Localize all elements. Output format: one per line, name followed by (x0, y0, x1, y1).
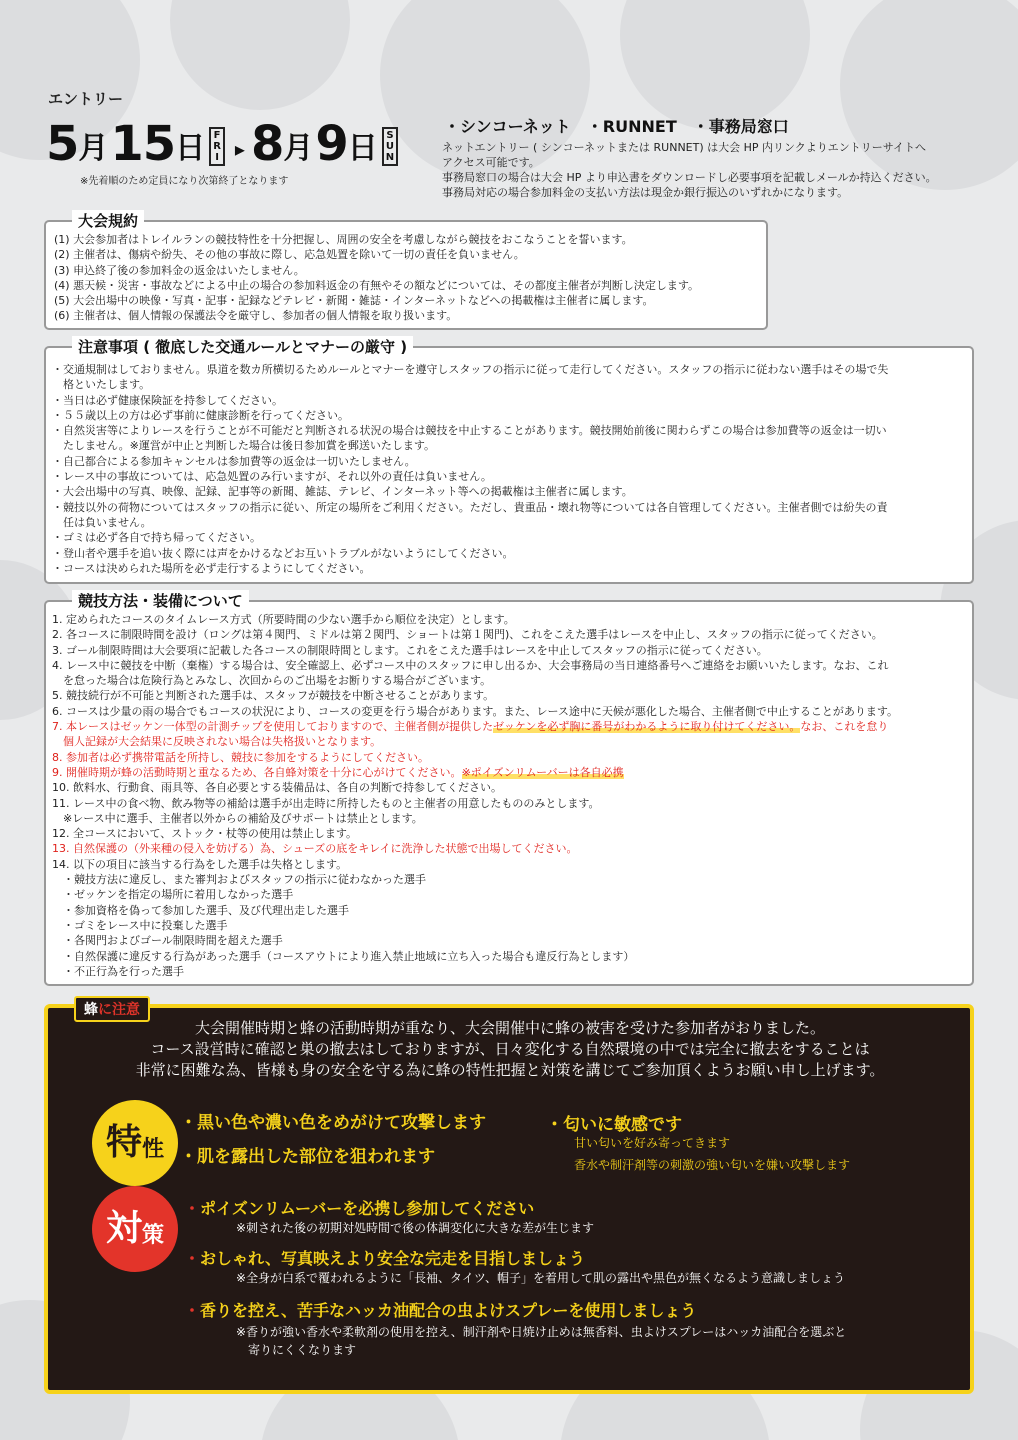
day-unit: 日 (347, 131, 378, 166)
method-item-8: 8. 参加者は必ず携帯電話を所持し、競技に参加をするようにしてください。 (52, 750, 429, 764)
method-title: 競技方法・装備について (72, 590, 249, 611)
method-item-7-cont: 個人記録が大会結果に反映されない場合は失格扱いとなります。 (52, 735, 382, 749)
month-unit: 月 (283, 131, 314, 166)
method-item: 6. コースは少量の雨の場合でもコースの状況により、コースの変更を行う場合があります。また、レース途中に天候が悪化した場合、主催者側で中止することがあります。 (52, 704, 899, 718)
note-item: 格といたします。 (52, 378, 151, 392)
start-month: 5 (46, 116, 79, 172)
method-item: ・競技方法に違反し、また審判およびスタッフの指示に従わなかった選手 (52, 873, 426, 887)
method-item: ※レース中に選手、主催者以外からの補給及びサポートは禁止とします。 (52, 811, 423, 825)
bee-warning-title: 蜂に注意 (74, 996, 150, 1022)
smell-sub: 甘い匂いを好み寄ってきます (574, 1136, 731, 1150)
notes-box (44, 346, 974, 584)
rule-item: (2) 主催者は、傷病や紛失、その他の事故に際し、応急処置を除いて一切の責任を負いません。 (54, 248, 525, 262)
start-day: 15 (110, 116, 176, 172)
note-item: ・登山者や選手を追い抜く際には声をかけるなどお互いトラブルがないようにしてください。 (52, 546, 514, 560)
method-item: 12. 全コースにおいて、ストック・杖等の使用は禁止します。 (52, 827, 358, 841)
entry-note: ※先着順のため定員になり次第終了となります (80, 176, 289, 187)
note-item: ・自己都合による参加キャンセルは参加費等の返金は一切いたしません。 (52, 454, 416, 468)
note-item: ・コースは決められた場所を必ず走行するようにしてください。 (52, 561, 371, 575)
rules-title: 大会規約 (72, 210, 144, 231)
method-item-13: 13. 自然保護の（外来種の侵入を妨げる）為、シューズの底をキレイに洗浄した状態で出場してください。 (52, 842, 578, 856)
note-item: ・自然災害等によりレースを行うことが不可能だと判断される状況の場合は競技を中止することがあります。競技開始前後に関わらずこの場合は参加費等の返金は一切い (52, 424, 887, 438)
method-item: ・参加資格を偽って参加した選手、及び代理出走した選手 (52, 903, 349, 917)
measure-item: ・おしゃれ、写真映えより安全な完走を目指しましょう (184, 1249, 585, 1268)
method-item: 2. 各コースに制限時間を設け（ロングは第４関門、ミドルは第２関門、ショートは第１関門)、これをこえた選手はレースを中止し、スタッフの指示に従ってください。 (52, 628, 883, 642)
method-item: 5. 競技続行が不可能と判断された選手は、スタッフが競技を中断させることがあります。 (52, 689, 495, 703)
feature-badge: 特 性 (92, 1100, 178, 1186)
measure-note: 寄りにくくなります (236, 1343, 357, 1357)
method-item-7: 7. 本レースはゼッケン一体型の計測チップを使用しておりますので、主催者側が提供したゼッケンを必ず胸に番号がわかるように取り付けてください。なお、これを怠り (52, 720, 889, 734)
measure-note: ※香りが強い香水や柔軟剤の使用を控え、制汗剤や日焼け止めは無香料、虫よけスプレーはハッカ油配合を選ぶと (236, 1325, 847, 1339)
method-item: ・各関門およびゴール制限時間を超えた選手 (52, 934, 283, 948)
note-item: ・５５歳以上の方は必ず事前に健康診断を行ってください。 (52, 408, 349, 422)
method-item-9: 9. 開催時期が蜂の活動時期と重なるため、各自蜂対策を十分に心がけてください。※ポイズンリムーバーは各自必携 (52, 765, 624, 779)
method-item: 10. 飲料水、行動食、雨具等、各自必要とする装備品は、各自の判断で持参してください。 (52, 781, 502, 795)
note-item: ・ゴミは必ず各自で持ち帰ってください。 (52, 531, 261, 545)
note-item: たしません。※運営が中止と判断した場合は後日参加賞を郵送いたします。 (52, 439, 435, 453)
arrow-icon: ▸ (234, 137, 245, 161)
entry-period (46, 110, 402, 172)
feature-item: ・黒い色や濃い色をめがけて攻撃します (180, 1113, 486, 1133)
start-weekday: F R I (209, 127, 225, 166)
method-item: ・ゴミをレース中に投棄した選手 (52, 918, 228, 932)
bee-intro: 大会開催時期と蜂の活動時期が重なり、大会開催中に蜂の被害を受けた参加者がおりました。 コース設営時に確認と巣の撤去はしておりますが、日々変化する自然環境の中では完全に撤去をすることは 非常に困難な為、皆様も身の安全を守る為に蜂の特性把握と対策を講じてご参加頂くようお願い申し上げます。 (135, 1019, 885, 1079)
method-box (44, 600, 974, 986)
method-item: 3. ゴール制限時間は大会要項に記載した各コースの制限時間とします。これをこえた選手はレースを中止してスタッフの指示に従ってください。 (52, 643, 768, 657)
entry-label: エントリー (48, 90, 124, 108)
note-item: ・競技以外の荷物についてはスタッフの指示に従い、所定の場所をご利用ください。ただし、貴重品・壊れ物等については各自管理してください。主催者側では紛失の責 (52, 500, 888, 514)
measure-item: ・香りを控え、苦手なハッカ油配合の虫よけスプレーを使用しましょう (184, 1301, 697, 1320)
day-unit: 日 (175, 131, 206, 166)
entry-description: ネットエントリー ( シンコーネットまたは RUNNET) は大会 HP 内リンクよりエントリーサイトへ アクセス可能です。 事務局窓口の場合は大会 HP より申込書をダウンロードし必要事項を記載しメールか持込ください。 事務局対応の場合参加料金の支払い方法は現金か銀行振込のいずれかになります。 (442, 141, 937, 199)
note-item: ・大会出場中の写真、映像、記録、記事等の新聞、雑誌、テレビ、インターネット等への掲載権は主催者に属します。 (52, 485, 633, 499)
end-month: 8 (250, 116, 284, 172)
note-item: ・当日は必ず健康保険証を持参してください。 (52, 393, 283, 407)
method-item: 1. 定められたコースのタイムレース方式（所要時間の少ない選手から順位を決定）とします。 (52, 613, 515, 626)
rule-item: (6) 主催者は、個人情報の保護法令を厳守し、参加者の個人情報を取り扱います。 (54, 309, 458, 323)
method-item: ・自然保護に違反する行為があった選手（コースアウトにより進入禁止地域に立ち入った場合も違反行為とします） (52, 949, 635, 963)
measure-badge: 対 策 (92, 1186, 178, 1272)
rule-item: (4) 悪天候・災害・事故などによる中止の場合の参加料返金の有無やその額などについては、その都度主催者が判断し決定します。 (54, 278, 699, 292)
month-unit: 月 (78, 131, 109, 166)
feature-item: ・肌を露出した部位を狙われます (180, 1147, 435, 1167)
measure-item: ・ポイズンリムーバーを必携し参加してください (184, 1199, 535, 1218)
method-item: 14. 以下の項目に該当する行為をした選手は失格とします。 (52, 857, 348, 871)
end-weekday: S U N (382, 127, 398, 166)
rule-item: (3) 申込終了後の参加料金の返金はいたしません。 (54, 263, 305, 277)
method-item: 11. レース中の食べ物、飲み物等の補給は選手が出走時に所持したものと主催者の用意したもののみとします。 (52, 796, 600, 810)
entry-channels: ・シンコーネット ・RUNNET ・事務局窓口 (444, 117, 789, 136)
measure-note: ※全身が白系で覆われるように「長袖、タイツ、帽子」を着用して肌の露出や黒色が無くなるよう意識しましょう (236, 1271, 845, 1285)
rule-item: (1) 大会参加者はトレイルランの競技特性を十分把握し、周囲の安全を考慮しながら競技をおこなうことを誓います。 (54, 233, 633, 246)
measure-note: ※刺された後の初期対処時間で後の体調変化に大きな差が生じます (236, 1221, 595, 1235)
note-item: 任は負いません。 (52, 515, 152, 529)
method-item: を怠った場合は危険行為とみなし、次回からのご出場をお断りする場合がございます。 (52, 674, 492, 688)
method-item: 4. レース中に競技を中断（棄権）する場合は、安全確認上、必ずコース中のスタッフに申し出るか、大会事務局の当日連絡番号へご連絡をお願いいたします。なお、これ (52, 658, 889, 672)
note-item: ・レース中の事故については、応急処置のみ行いますが、それ以外の責任は負いません。 (52, 470, 492, 484)
rule-item: (5) 大会出場中の映像・写真・記事・記録などテレビ・新聞・雑誌・インターネットなどへの掲載権は主催者に属します。 (54, 294, 654, 308)
note-item: ・交通規制はしておりません。県道を数カ所横切るためルールとマナーを遵守しスタッフの指示に従って走行してください。スタッフの指示に従わない選手はその場で失 (52, 363, 889, 376)
method-item: ・ゼッケンを指定の場所に着用しなかった選手 (52, 888, 294, 902)
rules-box (44, 220, 768, 330)
notes-title: 注意事項 ( 徹底した交通ルールとマナーの厳守 ) (72, 336, 413, 357)
smell-sub: 香水や制汗剤等の刺激の強い匂いを嫌い攻撃します (574, 1158, 851, 1172)
end-day: 9 (315, 116, 348, 172)
smell-title: ・匂いに敏感です (546, 1115, 682, 1135)
method-item: ・不正行為を行った選手 (52, 964, 184, 978)
